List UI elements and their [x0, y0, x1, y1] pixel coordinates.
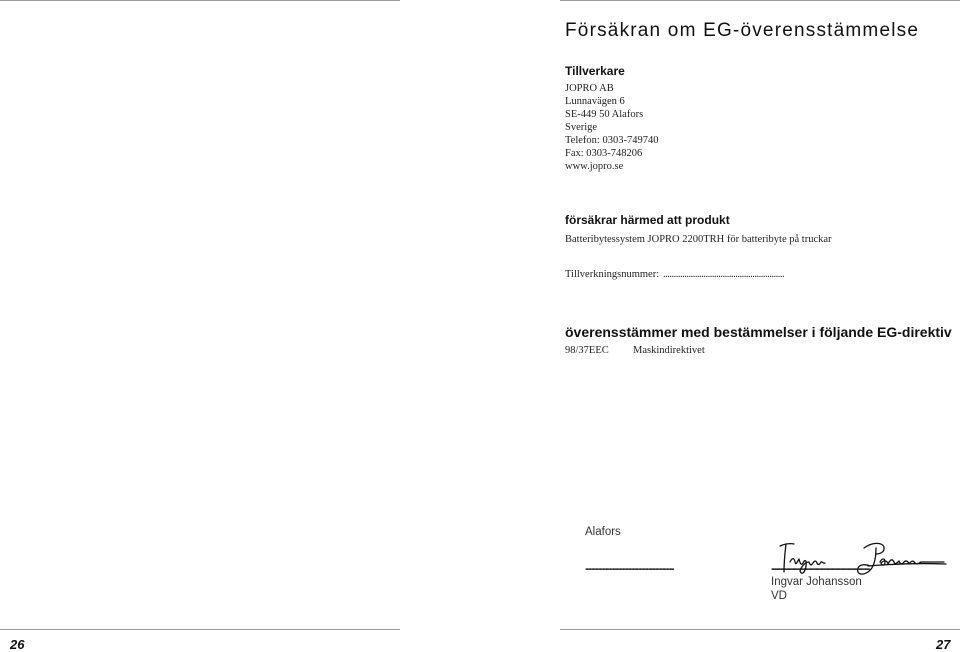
conformity-heading: överensstämmer med bestämmelser i följande EG-direktiv — [565, 324, 952, 340]
directive-code: 98/37EEC — [565, 345, 609, 356]
page-title: Försäkran om EG-överensstämmelse — [565, 20, 920, 41]
signatory-name: Ingvar Johansson — [771, 576, 862, 588]
top-rule-left — [0, 0, 400, 1]
page-number-left: 26 — [10, 637, 25, 652]
address-line: Telefon: 0303-749740 — [565, 135, 659, 146]
signatory-role: VD — [771, 590, 787, 602]
signature-dotted-line: ................................................................................ — [771, 562, 870, 573]
manufacturer-address — [565, 82, 658, 173]
page-number-right: 27 — [936, 637, 951, 652]
address-line: Fax: 0303-748206 — [565, 148, 643, 159]
directive-name: Maskindirektivet — [633, 345, 705, 356]
product-description: Batteribytessystem JOPRO 2200TRH för batteribyte på truckar — [565, 234, 832, 245]
manufacturer-heading: Tillverkare — [565, 64, 625, 78]
address-line: Sverige — [565, 122, 598, 133]
bottom-rule-left — [0, 629, 400, 630]
address-line: JOPRO AB — [565, 83, 614, 94]
bottom-rule-right — [560, 629, 960, 630]
top-rule-right — [560, 0, 960, 1]
address-line: SE-449 50 Alafors — [565, 109, 644, 120]
website-link: www.jopro.se — [565, 161, 624, 172]
declaration-heading: försäkrar härmed att produkt — [565, 213, 730, 227]
serial-number-label: Tillverkningsnummer: — [565, 269, 660, 280]
signature-place: Alafors — [585, 526, 621, 538]
serial-number-value: ......................................................... — [663, 269, 785, 280]
address-line: Lunnavägen 6 — [565, 96, 625, 107]
date-dotted-line: .............................................................. — [585, 562, 674, 573]
